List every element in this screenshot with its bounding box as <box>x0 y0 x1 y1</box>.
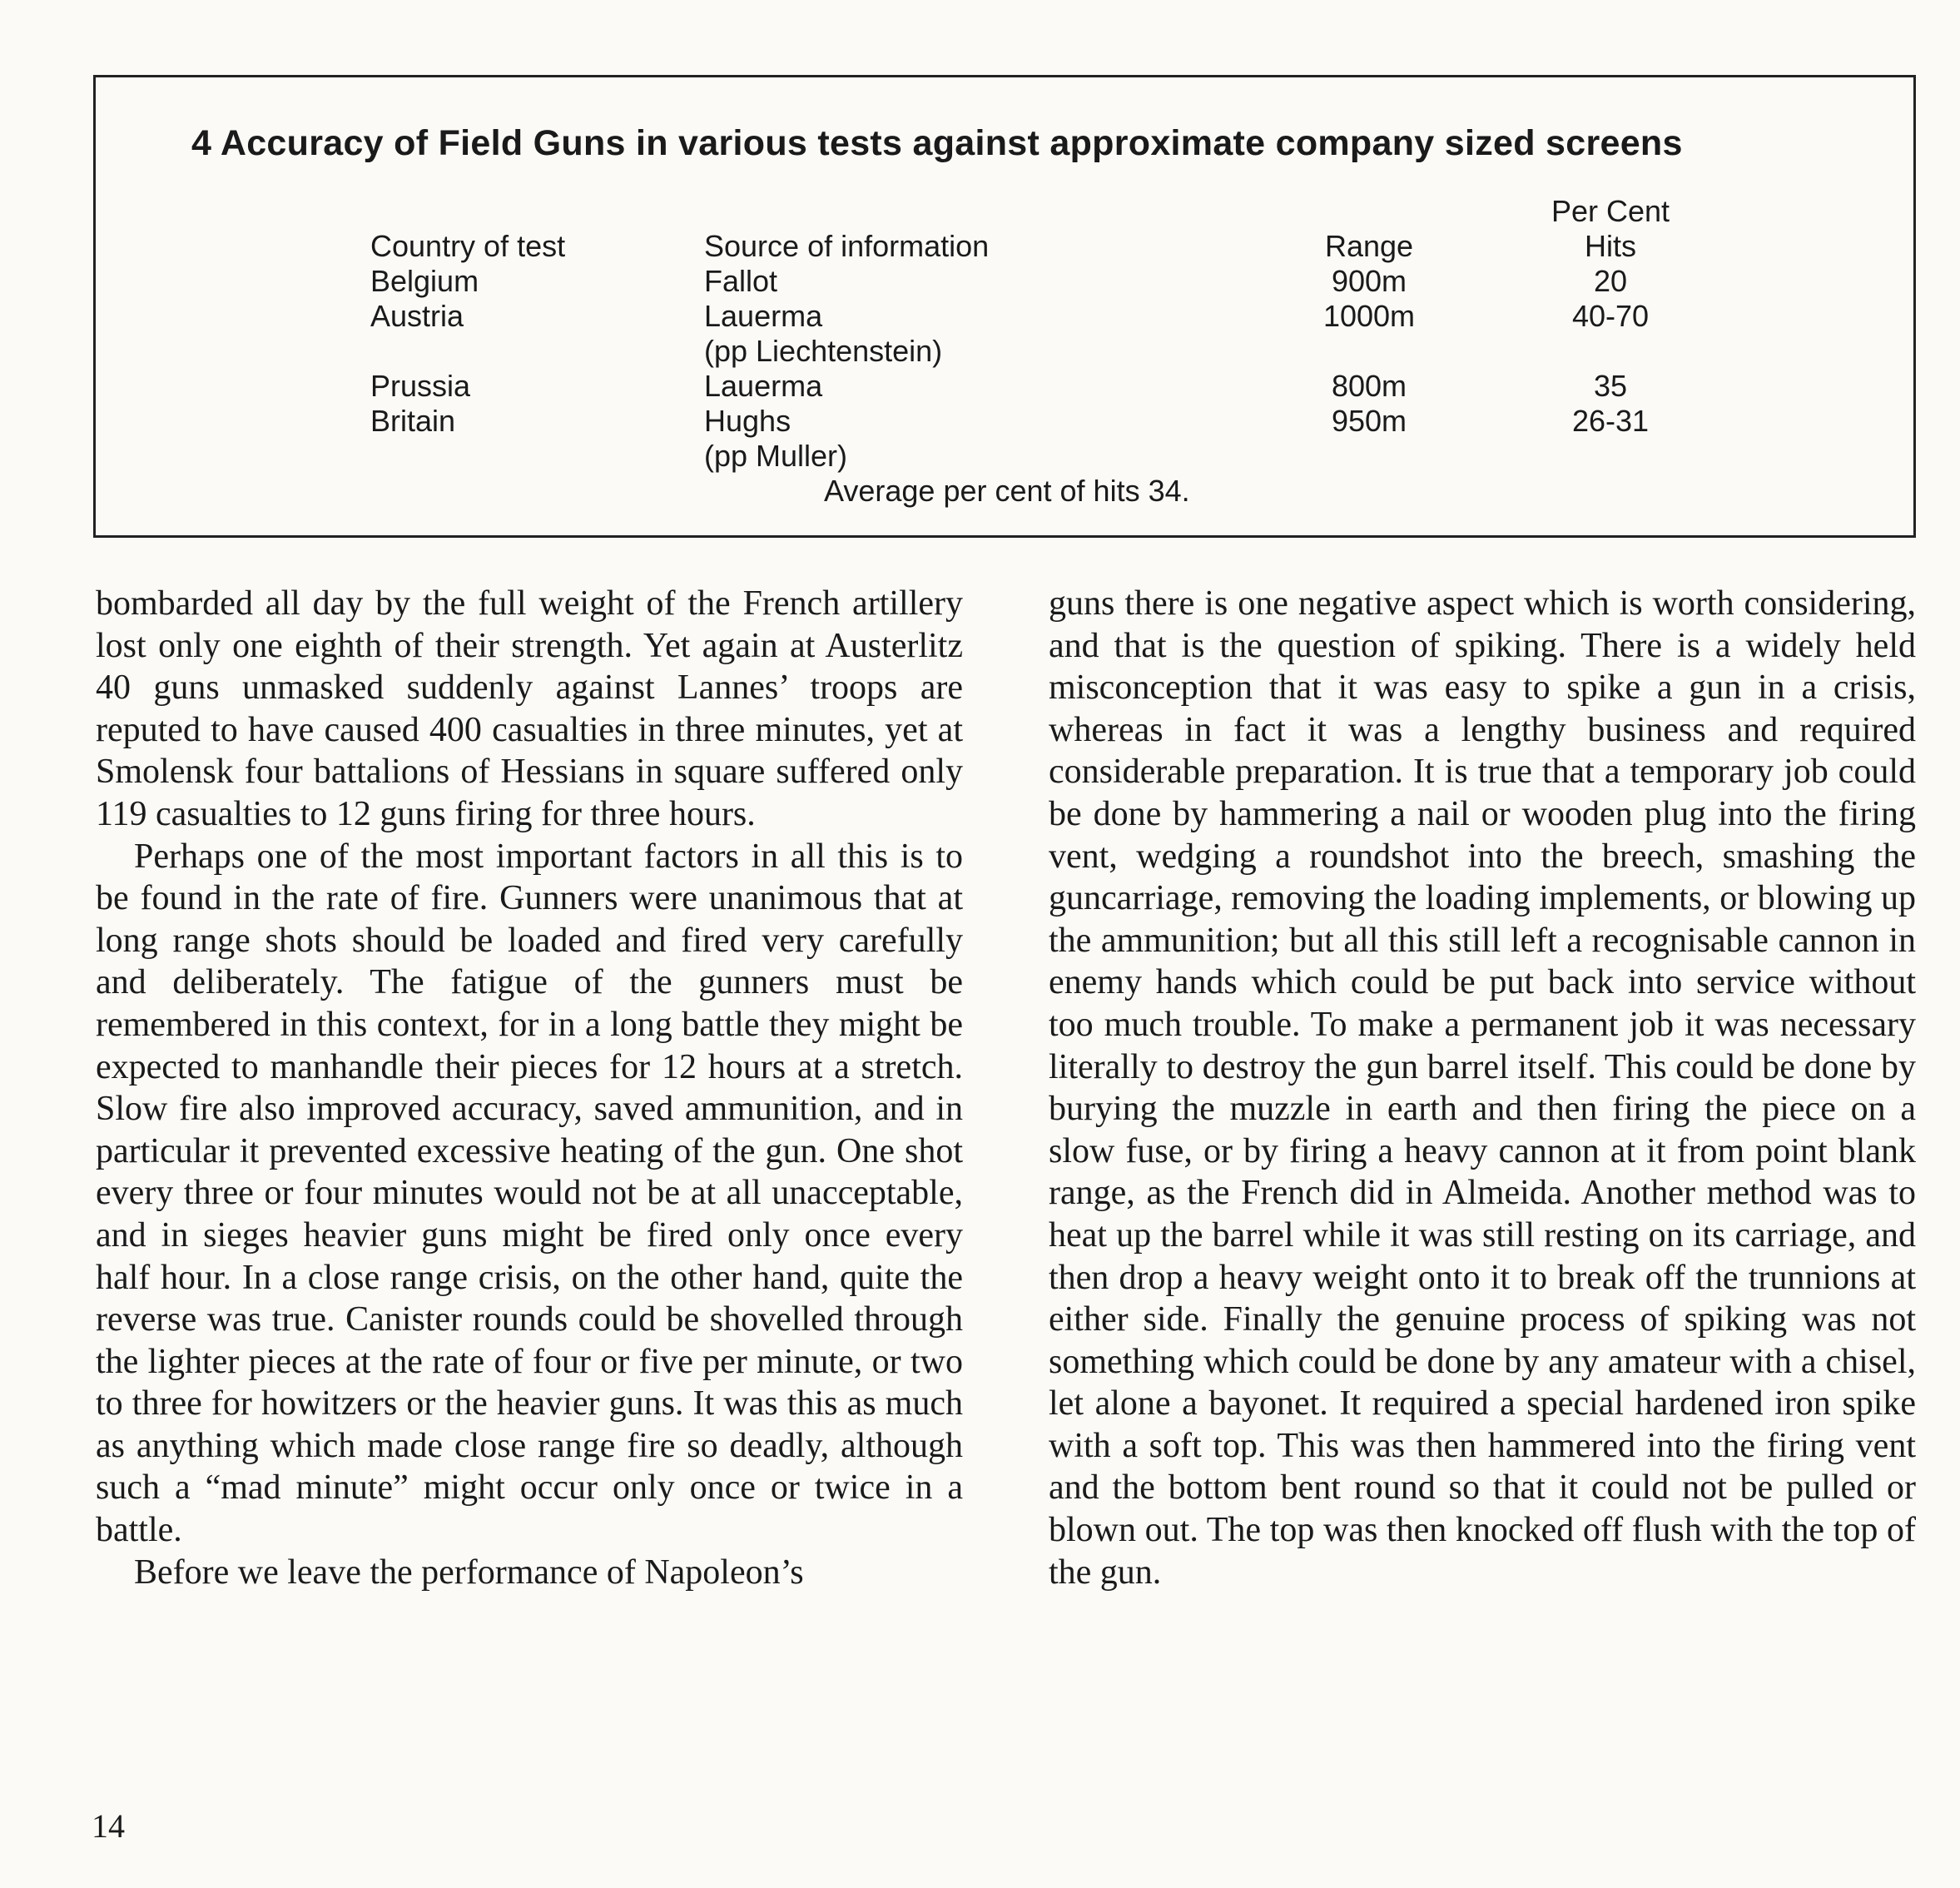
cell-country: Prussia <box>370 369 471 403</box>
paragraph: guns there is one negative aspect which is worth considering, and that is the question of spiking. There is a widely held misconception that it was easy to spike a gun in a crisis, whereas in fact it was a lengthy business and required considerable preparation. It is true that a temporary job could be done by hammering a nail or wooden plug into the firing vent, wedging a roundshot into the breech, smashing the guncarriage, removing the loading implements, or blowing up the ammunition; but all this still left a recognisable cannon in enemy hands which could be put back into service without too much trouble. To make a permanent job it was necessary literally to destroy the gun barrel itself. This could be done by burying the muzzle in earth and then firing the piece on a slow fuse, or by firing a heavy cannon at it from point blank range, as the French did in Almeida. Another method was to heat up the barrel while it was still resting on its carriage, and then drop a heavy weight onto it to break off the trunnions at either side. Finally the genuine process of spiking was not something which could be done by any amateur with a chisel, let alone a bayonet. It required a special hardened iron spike with a soft top. This was then hammered into the firing vent and the bottom bent round so that it could not be pulled or blown out. The top was then knocked off flush with the top of the gun. <box>1049 584 1916 1592</box>
cell-range: 800m <box>1331 369 1407 403</box>
accuracy-table-box <box>93 75 1916 538</box>
cell-range: 1000m <box>1322 299 1416 333</box>
cell-country: Belgium <box>370 264 479 298</box>
cell-country: Austria <box>370 299 464 333</box>
cell-hits: 40-70 <box>1571 299 1650 333</box>
cell-hits: 26-31 <box>1571 404 1650 438</box>
table-title: 4 Accuracy of Field Guns in various tests against approximate company sized screens <box>191 123 1683 163</box>
paragraph: bombarded all day by the full weight of the French artillery lost only one eighth of their strength. Yet again at Austerlitz 40 guns unmasked suddenly against Lannes’ troops are reputed to have caused 400 casualties in three minutes, yet at Smolensk four battalions of Hessians in square suffered only 119 casualties to 12 guns firing for three hours. <box>96 584 963 833</box>
paragraph: Before we leave the performance of Napoleon’s <box>134 1553 804 1592</box>
header-source: Source of information <box>704 229 990 263</box>
table-average: Average per cent of hits 34. <box>824 474 1190 508</box>
header-hits-line2: Hits <box>1585 229 1636 263</box>
cell-source: Hughs <box>704 404 791 438</box>
body-column-left <box>96 583 963 1593</box>
cell-range: 900m <box>1331 264 1407 298</box>
cell-source: (pp Liechtenstein) <box>704 334 943 368</box>
cell-hits: 35 <box>1593 369 1628 403</box>
header-range: Range <box>1324 229 1414 263</box>
cell-source: (pp Muller) <box>704 439 848 473</box>
cell-source: Lauerma <box>704 299 823 333</box>
cell-range: 950m <box>1331 404 1407 438</box>
header-country: Country of test <box>370 229 566 263</box>
cell-source: Fallot <box>704 264 778 298</box>
cell-source: Lauerma <box>704 369 823 403</box>
page-number: 14 <box>92 1807 125 1845</box>
paragraph: Perhaps one of the most important factors in all this is to be found in the rate of fire. Gunners were unanimous that at long range shots should be loaded and fired very carefully and deliberately. The fatigue of the gunners must be remembered in this context, for in a long battle they might be expected to manhandle their pieces for 12 hours at a stretch. Slow fire also improved accuracy, saved ammunition, and in particular it prevented excessive heating of the gun. One shot every three or four minutes would not be at all unacceptable, and in sieges heavier guns might be fired only once every half hour. In a close range crisis, on the other hand, quite the reverse was true. Canister rounds could be shovelled through the lighter pieces at the rate of four or five per minute, or two to three for howitzers or the heavier guns. It was this as much as anything which made close range fire so deadly, although such a “mad minute” might occur only once or twice in a battle. <box>96 837 963 1550</box>
cell-country: Britain <box>370 404 456 438</box>
header-hits-line1: Per Cent <box>1551 194 1670 228</box>
cell-hits: 20 <box>1593 264 1628 298</box>
body-column-right <box>1049 583 1916 1593</box>
